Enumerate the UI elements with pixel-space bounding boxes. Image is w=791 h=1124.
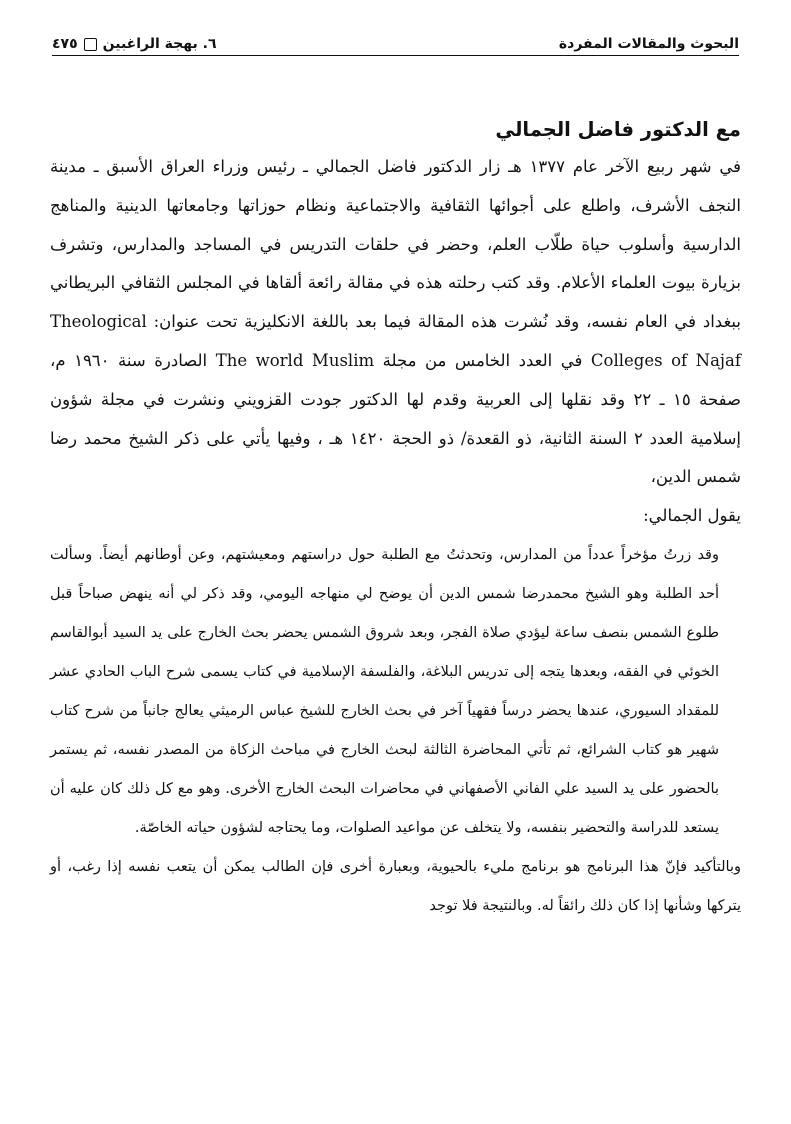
running-title: البحوث والمقالات المفردة	[558, 36, 739, 52]
quoted-passage: وقد زرتُ مؤخراً عدداً من المدارس، وتحدثتُ مع الطلبة حول دراستهم ومعيشتهم، وعن أوطانهم أيضاً. وسألت أحد الطلبة وهو الشيخ محمدرضا شمس الدين أن يوضح لي منهاجه اليومي، وقد ذكر لي أنه ينهض صباحاً قبل طلوع الشمس بنصف ساعة ليؤدي صلاة الفجر، وبعد شروق الشمس يحضر بحث الخارج على يد السيد أبوالقاسم الخوئي في الفقه، وبعدها يتجه إلى تدريس البلاغة، والفلسفة الإسلامية في كتاب يسمى شرح الباب الحادي عشر للمقداد السيوري، عندها يحضر درساً فقهياً آخر في بحث الخارج للشيخ عباس الرميثي يعالج جانباً من شرح كتاب شهير هو كتاب الشرائع، ثم تأتي المحاضرة الثالثة لبحث الخارج في مباحث الزكاة من المصدر نفسه، ثم يستمر بالحضور على يد السيد علي الفاني الأصفهاني في محاضرات البحث الخارج الأخرى. وهو مع كل ذلك كان عليه أن يستعد للدراسة والتحضير بنفسه، ولا يتخلف عن مواعيد الصلوات، وما يحتاجه لشؤون حياته الخاصّة.	[50, 546, 719, 836]
closing-paragraph: وبالتأكيد فإنّ هذا البرنامج هو برنامج مليء بالحيوية، وبعبارة أخرى فإن الطالب يمكن أن يتعب نفسه إذا رغب، أو يتركها وشأنها إذا كان ذلك رائقاً له. وبالنتيجة فلا توجد	[50, 858, 741, 915]
quote-intro: يقول الجمالي:	[643, 506, 741, 526]
page-header	[52, 28, 739, 52]
section-title: مع الدكتور فاضل الجمالي	[495, 118, 741, 141]
page-info	[52, 36, 217, 52]
square-icon	[84, 38, 97, 51]
intro-paragraph	[50, 148, 741, 536]
book-info: ٦. بهجة الراغبين	[102, 36, 217, 52]
page-number: ٤٧٥	[52, 36, 78, 52]
page-content	[50, 112, 741, 927]
header-rule	[52, 55, 739, 56]
intro-paragraph-text: في شهر ربيع الآخر عام ١٣٧٧ هـ زار الدكتور فاضل الجمالي ـ رئيس وزراء العراق الأسبق ـ مدينة النجف الأشرف، واطلع على أجوائها الثقافية والاجتماعية ونظام حوزاتها وجامعاتها الدينية والمناهج الدارسية وأسلوب حياة طلّاب العلم، وحضر في حلقات التدريس في المساجد والمدارس، وتشرف بزيارة بيوت العلماء الأعلام. وقد كتب رحلته هذه في مقالة رائعة ألقاها في المجلس الثقافي البريطاني ببغداد في العام نفسه، وقد نُشرت هذه المقالة فيما بعد باللغة الانكليزية تحت عنوان: Theological Colleges of Najaf في العدد الخامس من مجلة The world Muslim الصادرة سنة ١٩٦٠ م، صفحة ١٥ ـ ٢٢ وقد نقلها إلى العربية وقدم لها الدكتور جودت القزويني ونشرت في مجلة شؤون إسلامية العدد ٢ السنة الثانية، ذو القعدة/ ذو الحجة ١٤٢٠ هـ ، وفيها يأتي على ذكر الشيخ محمد رضا شمس الدين،	[50, 157, 741, 487]
